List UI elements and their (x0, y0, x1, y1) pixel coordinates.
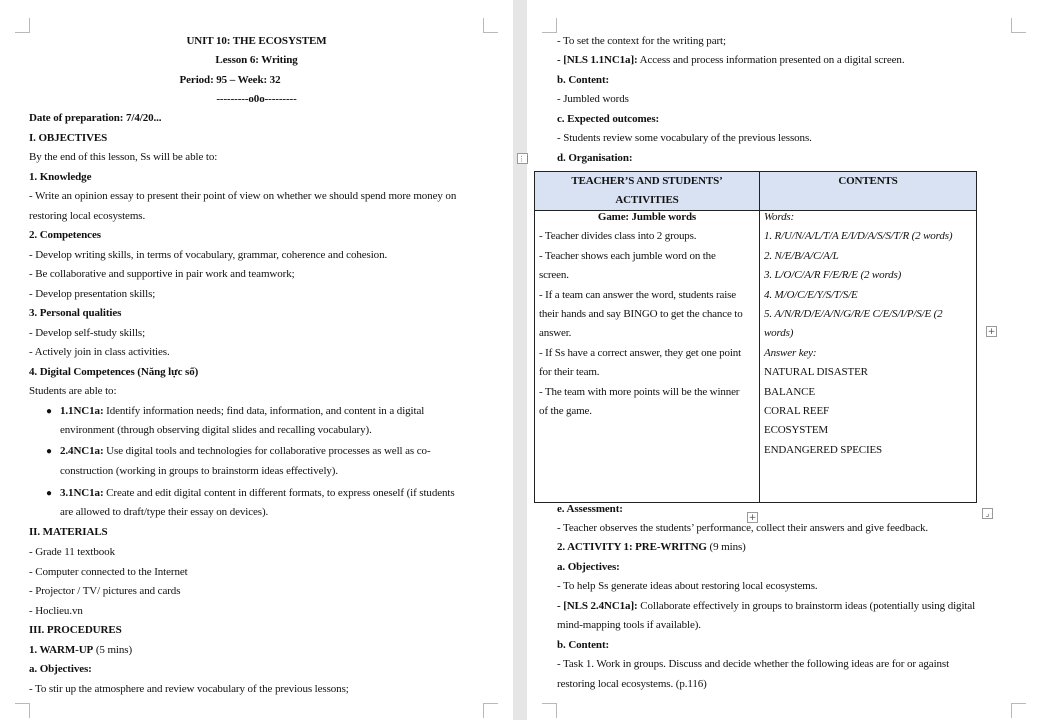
warmup-heading: 1. WARM-UP (29, 644, 94, 656)
assessment-heading: e. Assessment: (557, 503, 623, 515)
activity1-content-heading: b. Content: (557, 639, 610, 651)
table-column-divider (759, 172, 760, 502)
objectives-intro: By the end of this lesson, Ss will be able to: (29, 151, 218, 163)
add-column-icon[interactable]: + (987, 327, 996, 337)
competences-heading: 2. Competences (29, 229, 101, 241)
activity-line: - Teacher shows each jumble word on the (539, 249, 716, 262)
crop-mark-top-right (1011, 18, 1026, 33)
organisation-table (534, 171, 977, 503)
material-item: - Hoclieu.vn (29, 605, 83, 617)
words-label: Words: (764, 211, 795, 223)
content-item: - Jumbled words (557, 93, 629, 105)
jumbled-word: 1. R/U/N/A/L/T/A E/I/D/A/S/S/T/R (2 words) (764, 230, 953, 243)
table-move-handle-icon[interactable]: ⋮⋮ (518, 155, 530, 163)
expected-outcome-item: - Students review some vocabulary of the previous lessons. (557, 132, 812, 144)
activity-line: - If Ss have a correct answer, they get one point (539, 346, 742, 359)
material-item: - Grade 11 textbook (29, 546, 115, 558)
warmup-objectives-heading: a. Objectives: (29, 663, 92, 675)
digital-item-text: Create and edit digital content in different formats, to express oneself (if students (103, 487, 455, 499)
expected-outcomes-heading: c. Expected outcomes: (557, 113, 660, 125)
activity1-time: (9 mins) (706, 541, 746, 553)
material-item: - Projector / TV/ pictures and cards (29, 585, 181, 597)
competence-item: - Be collaborative and supportive in pair work and teamwork; (29, 268, 295, 280)
answer-item: ECOSYSTEM (764, 424, 829, 437)
document-page-right (527, 0, 1043, 720)
nls-line (557, 51, 904, 70)
jumbled-word: 2. N/E/B/A/C/A/L (764, 249, 839, 262)
personal-quality-item: - Develop self-study skills; (29, 327, 146, 339)
materials-heading: II. MATERIALS (29, 526, 108, 538)
jumbled-word: 4. M/O/C/E/Y/S/T/S/E (764, 288, 858, 301)
jumbled-word-cont: words) (764, 327, 794, 340)
activity-line: of the game. (539, 405, 592, 417)
digital-item-line (60, 484, 455, 503)
competence-item: - Develop presentation skills; (29, 288, 156, 300)
activity1-objective-item: - To help Ss generate ideas about restoring local ecosystems. (557, 580, 818, 592)
activity-line: - Teacher divides class into 2 groups. (539, 230, 697, 243)
table-header-contents: CONTENTS (838, 175, 898, 187)
nls-text: Collaborate effectively in groups to brainstorm ideas (potentially using digital (637, 600, 976, 612)
digital-item-line-cont: construction (working in groups to brainstorm ideas effectively). (60, 465, 339, 477)
assessment-item: - Teacher observes the students’ performance, collect their answers and give feedback. (557, 522, 929, 534)
knowledge-text-line-1: - Write an opinion essay to present their point of view on whether we should spend more money on (29, 190, 457, 202)
crop-mark-bottom-right (1011, 703, 1026, 718)
digital-item-text: Use digital tools and technologies for collaborative processes as well as co- (103, 445, 431, 457)
activity1-task-line: - Task 1. Work in groups. Discuss and decide whether the following ideas are for or against (557, 658, 950, 670)
crop-mark-bottom-left (15, 703, 30, 718)
warmup-time: (5 mins) (93, 644, 133, 656)
bullet-icon: ● (46, 446, 53, 457)
digital-competences-heading: 4. Digital Competences (Năng lực số) (29, 366, 199, 378)
objectives-heading: I. OBJECTIVES (29, 132, 108, 144)
personal-quality-item: - Actively join in class activities. (29, 346, 170, 358)
nls-line (557, 597, 975, 616)
answer-item: CORAL REEF (764, 405, 830, 417)
organisation-heading: d. Organisation: (557, 152, 633, 164)
jumbled-word: 3. L/O/C/A/R F/E/R/E (2 words) (764, 269, 902, 282)
answer-item: NATURAL DISASTER (764, 366, 868, 379)
nls-code: - [NLS 2.4NC1a]: (557, 600, 638, 612)
personal-qualities-heading: 3. Personal qualities (29, 307, 122, 319)
digital-item-code: 3.1NC1a: (60, 487, 104, 499)
table-header-activities-line-1: TEACHER’S AND STUDENTS’ (571, 175, 723, 187)
digital-item-line (60, 402, 424, 421)
procedures-heading: III. PROCEDURES (29, 624, 122, 636)
digital-item-text: Identify information needs; find data, information, and content in a digital (103, 405, 425, 417)
nls-code: - [NLS 1.1NC1a]: (557, 54, 638, 66)
digital-competences-intro: Students are able to: (29, 385, 117, 397)
activity-line: - The team with more points will be the winner (539, 385, 740, 398)
answer-key-label: Answer key: (764, 346, 817, 359)
activity1-task-line-cont: restoring local ecosystems. (p.116) (557, 678, 707, 690)
activity-line: screen. (539, 269, 569, 282)
bullet-icon: ● (46, 406, 53, 417)
activity-line: their hands and say BINGO to get the chance to (539, 308, 743, 320)
crop-mark-top-right (483, 18, 498, 33)
answer-item: ENDANGERED SPECIES (764, 443, 882, 456)
document-page-left (0, 0, 513, 720)
digital-item-code: 1.1NC1a: (60, 405, 104, 417)
digital-item-line (60, 442, 431, 461)
activity-line: - If a team can answer the word, students raise (539, 288, 736, 301)
answer-item: BALANCE (764, 385, 815, 398)
activity1-heading-line (557, 538, 746, 557)
unit-title: UNIT 10: THE ECOSYSTEM (186, 35, 327, 47)
knowledge-heading: 1. Knowledge (29, 171, 92, 183)
activity-line: answer. (539, 327, 572, 340)
date-of-preparation: Date of preparation: 7/4/20... (29, 112, 162, 124)
competence-item: - Develop writing skills, in terms of vocabulary, grammar, coherence and cohesion. (29, 249, 388, 261)
crop-mark-top-left (15, 18, 30, 33)
activity1-heading: 2. ACTIVITY 1: PRE-WRITNG (557, 541, 707, 553)
warmup-heading-line (29, 641, 132, 660)
crop-mark-top-left (542, 18, 557, 33)
add-row-icon[interactable]: + (748, 513, 757, 523)
nls-text: Access and process information presented on a digital screen. (637, 54, 905, 66)
nls-line-cont: mind-mapping tools if available). (557, 619, 701, 631)
jumbled-word: 5. A/N/R/D/E/A/N/G/R/E C/E/S/I/P/S/E (2 (764, 308, 943, 320)
digital-item-line-cont: environment (through observing digital slides and recalling vocabulary). (60, 424, 372, 436)
activity-line: for their team. (539, 366, 600, 379)
lesson-title: Lesson 6: Writing (215, 54, 298, 66)
warmup-objective-item: - To stir up the atmosphere and review vocabulary of the previous lessons; (29, 683, 349, 695)
digital-item-code: 2.4NC1a: (60, 445, 104, 457)
crop-mark-bottom-right (483, 703, 498, 718)
activity1-objectives-heading: a. Objectives: (557, 561, 620, 573)
material-item: - Computer connected to the Internet (29, 566, 188, 578)
period-line: Period: 95 – Week: 32 (179, 74, 281, 86)
table-resize-handle-icon[interactable]: ⌟ (982, 508, 993, 519)
game-title: Game: Jumble words (597, 211, 697, 223)
warmup-objective-item: - To set the context for the writing part; (557, 35, 726, 47)
content-heading: b. Content: (557, 74, 610, 86)
bullet-icon: ● (46, 488, 53, 499)
separator-line: ---------o0o--------- (216, 93, 297, 105)
table-header-activities-line-2: ACTIVITIES (615, 194, 679, 206)
crop-mark-bottom-left (542, 703, 557, 718)
knowledge-text-line-2: restoring local ecosystems. (29, 210, 146, 222)
digital-item-line-cont: are allowed to draft/type their essay on devices). (60, 506, 269, 518)
